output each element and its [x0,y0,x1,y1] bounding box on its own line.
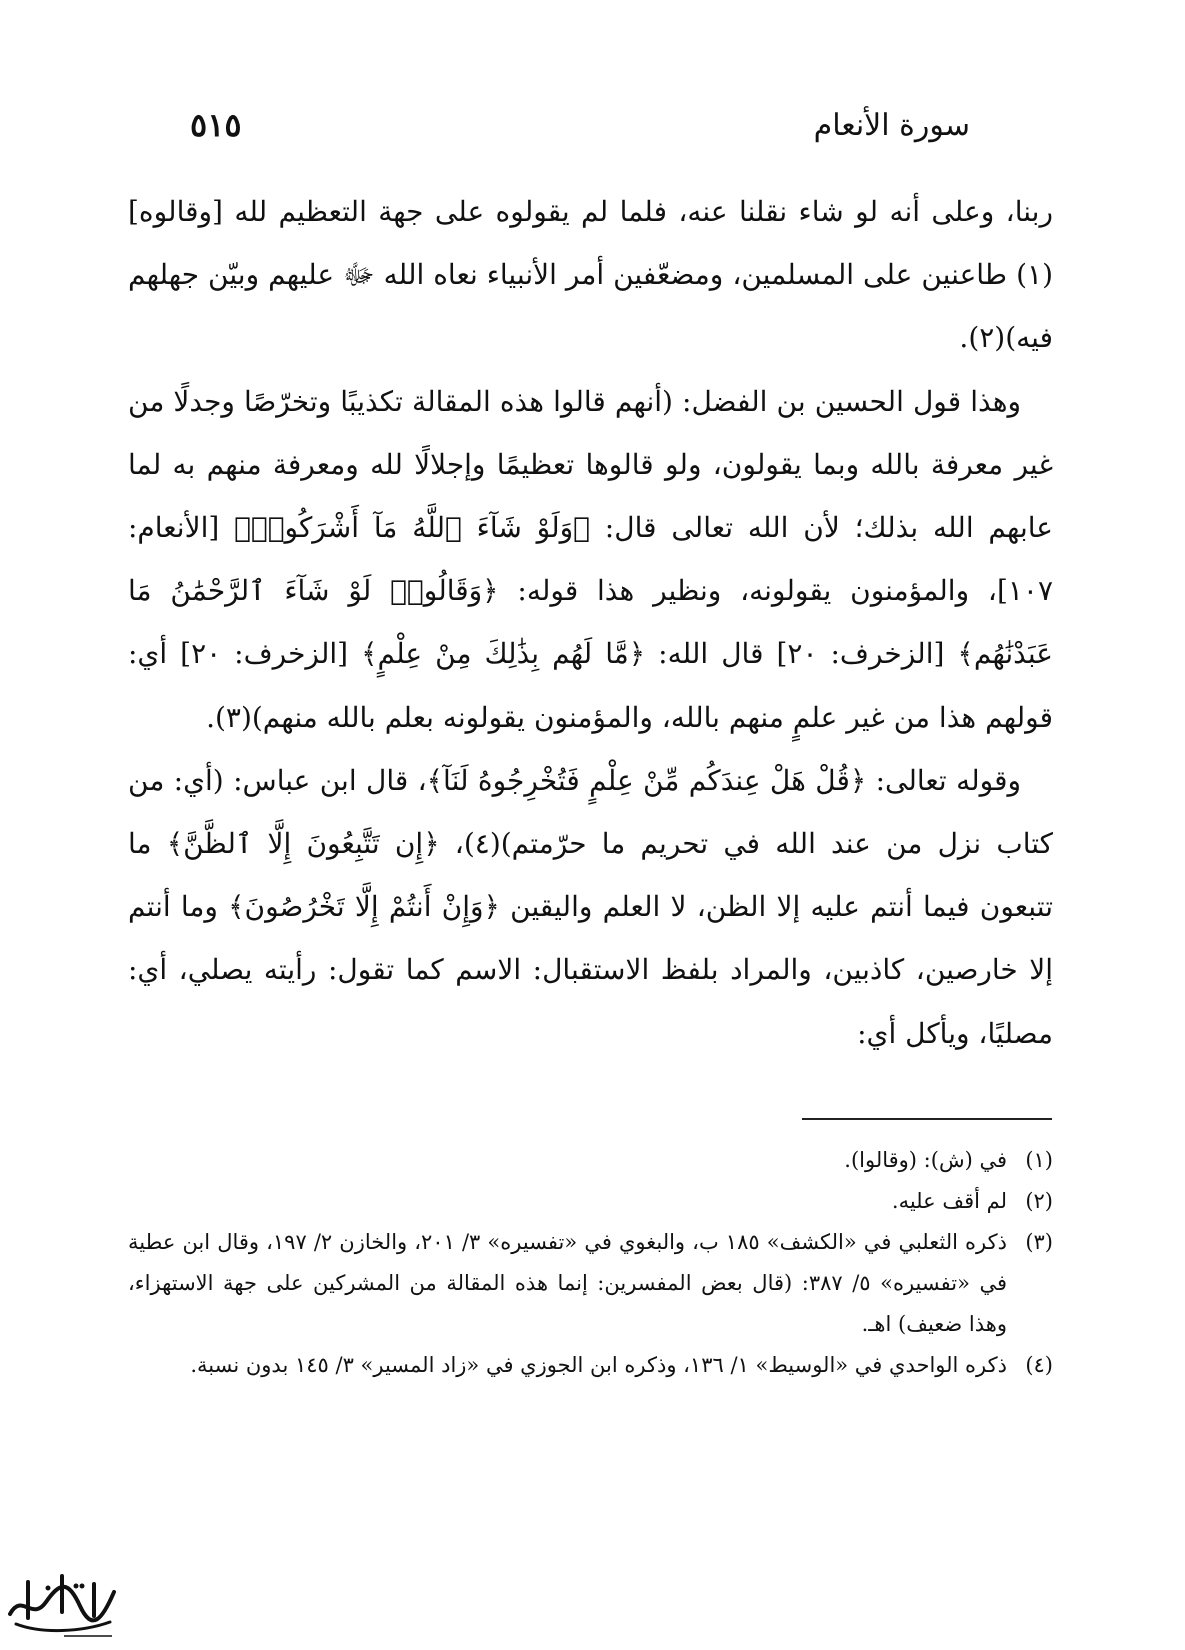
footnote-text: ذكره الثعلبي في «الكشف» ١٨٥ ب، والبغوي في «تفسيره» ٣/ ٢٠١، والخازن ٢/ ١٩٧، وقال ابن عطية في «تفسيره» ٥/ ٣٨٧: (قال بعض المفسرين: إنما هذه المقالة من المشركين على جهة الاستهزاء، وهذا ضعيف) اهـ. [128,1230,1008,1336]
surah-title: سورة الأنعام [813,108,970,143]
footnote-text: لم أقف عليه. [891,1189,1007,1213]
footnote-number: (٤) [1025,1353,1053,1377]
paragraph: وهذا قول الحسين بن الفضل: (أنهم قالوا هذه المقالة تكذيبًا وتخرّصًا وجدلًا من غير معرفة بالله وبما يقولون، ولو قالوها تعظيمًا وإجلالًا لله ومعرفة منهم به لما عابهم الله بذلك؛ لأن الله تعالى قال: ﴿وَلَوْ شَآءَ ٱللَّهُ مَآ أَشْرَكُوا۟﴾ [الأنعام: ١٠٧]، والمؤمنون يقولونه، ونظير هذا قوله: ﴿وَقَالُوا۟ لَوْ شَآءَ ٱلرَّحْمَٰنُ مَا عَبَدْنَٰهُم﴾ [الزخرف: ٢٠] قال الله: ﴿مَّا لَهُم بِذَٰلِكَ مِنْ عِلْمٍ﴾ [الزخرف: ٢٠] أي: قولهم هذا من غير علمٍ منهم بالله، والمؤمنون يقولونه بعلم بالله منهم)(٣). [128,384,1054,734]
footnote-text: في (ش): (وقالوا). [844,1148,1007,1172]
footnote [128,1181,1053,1222]
footnote-text: ذكره الواحدي في «الوسيط» ١/ ١٣٦، وذكره ابن الجوزي في «زاد المسير» ٣/ ١٤٥ بدون نسبة. [190,1353,1007,1377]
page-header [190,100,970,150]
footnote-separator [802,1118,1052,1120]
footnote-number: (١) [1025,1148,1053,1172]
main-text [128,180,1053,1065]
footnote [128,1222,1053,1345]
paragraph: وقوله تعالى: ﴿قُلْ هَلْ عِندَكُم مِّنْ عِلْمٍ فَتُخْرِجُوهُ لَنَآ﴾، قال ابن عباس: (أي: من كتاب نزل من عند الله في تحريم ما حرّمتم)(٤)، ﴿إِن تَتَّبِعُونَ إِلَّا ٱلظَّنَّ﴾ ما تتبعون فيما أنتم عليه إلا الظن، لا العلم واليقين ﴿وَإِنْ أَنتُمْ إِلَّا تَخْرُصُونَ﴾ وما أنتم إلا خارصين، كاذبين، والمراد بلفظ الاستقبال: الاسم كما تقول: رأيته يصلي، أي: مصليًا، ويأكل أي: [128,763,1054,1050]
footnote-number: (٢) [1025,1189,1053,1213]
footnotes [128,1140,1053,1386]
paragraph: ربنا، وعلى أنه لو شاء نقلنا عنه، فلما لم يقولوه على جهة التعظيم لله [وقالوه](١) طاعنين على المسلمين، ومضعّفين أمر الأنبياء نعاه الله ﷻ عليهم وبيّن جهلهم فيه)(٢). [128,195,1053,355]
footnote [128,1140,1053,1181]
footnote-number: (٣) [1025,1230,1053,1254]
page-number: ٥١٥ [190,106,242,144]
watermark-logo [2,1562,122,1644]
footnote [128,1345,1053,1386]
calligraphy-logo-icon [2,1562,122,1644]
